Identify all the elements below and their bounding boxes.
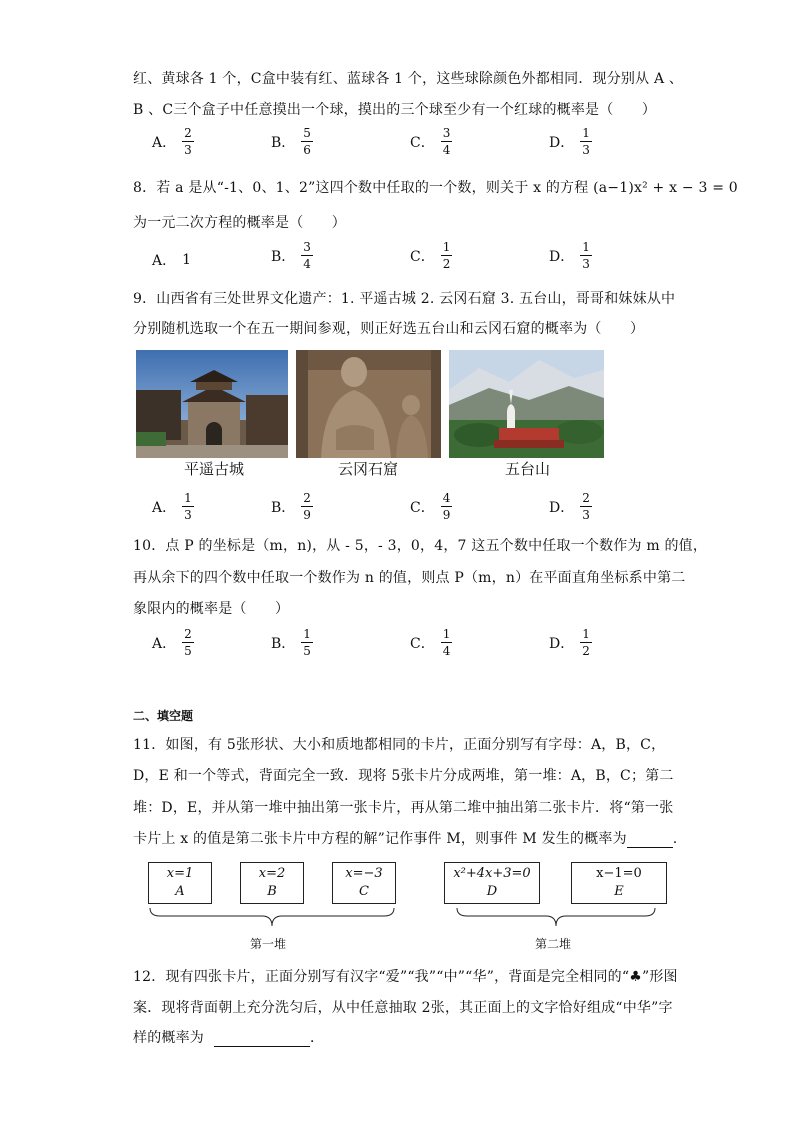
q7-option-a[interactable]: A． $\frac{2}{3}$: [152, 126, 192, 157]
q8-option-a[interactable]: A． 1: [152, 252, 192, 269]
card-d: x²+4x+3=0 D: [444, 862, 540, 904]
q8-option-d[interactable]: D． $\frac{1}{3}$: [549, 240, 590, 271]
q11-text-line2: D，E 和一个等式，背面完全一致．现将 5张卡片分成两堆，第一堆：A，B，C；第二: [133, 768, 674, 784]
fraction: $\frac{1}{3}$: [184, 491, 192, 522]
q10-text-line1: 10．点 P 的坐标是（m，n)，从 - 5，- 3，0，4，7 这五个数中任取一个数作为 m 的值，: [133, 538, 708, 554]
fraction: $\frac{2}{5}$: [184, 627, 192, 658]
yungang-photo: [296, 350, 441, 458]
card-a: x=1 A: [148, 862, 212, 904]
q7-option-b[interactable]: B． $\frac{5}{6}$: [271, 126, 311, 157]
q8-option-c[interactable]: C． $\frac{1}{2}$: [410, 240, 451, 271]
q9-text-line1: 9．山西省有三处世界文化遗产：1. 平遥古城 2. 云冈石窟 3. 五台山，哥哥和妹妹从中: [133, 291, 676, 307]
q9-text-line2: 分别随机选取一个在五一期间参观，则正好选五台山和云冈石窟的概率为（ ）: [133, 321, 645, 337]
section-heading: 二、填空题: [133, 709, 194, 723]
fraction: $\frac{1}{4}$: [442, 627, 451, 658]
fraction: $\frac{1}{3}$: [582, 126, 590, 157]
q10-option-c[interactable]: C． $\frac{1}{4}$: [410, 627, 451, 658]
pile1-label: 第一堆: [250, 937, 287, 951]
q7-option-d[interactable]: D． $\frac{1}{3}$: [549, 126, 590, 157]
pile1-brace: [148, 906, 396, 928]
answer-blank[interactable]: [627, 847, 673, 848]
fraction: $\frac{4}{9}$: [442, 491, 451, 522]
card-b: x=2 B: [240, 862, 304, 904]
q10-text-line2: 再从余下的四个数中任取一个数作为 n 的值，则点 P（m，n）在平面直角坐标系中第二: [133, 570, 686, 586]
q8-text-line2: 为一元二次方程的概率是（ ）: [133, 215, 346, 231]
card-e: x−1=0 E: [571, 862, 667, 904]
wutaishan-caption: 五台山: [505, 460, 551, 478]
q11-text-line3: 堆：D，E，并从第一堆中抽出第一张卡片，再从第二堆中抽出第二张卡片．将“第一张: [133, 800, 674, 816]
q11-text-line1: 11．如图，有 5张形状、大小和质地都相同的卡片，正面分别写有字母：A，B，C，: [133, 737, 666, 753]
fraction: $\frac{3}{4}$: [442, 126, 451, 157]
q8-option-b[interactable]: B． $\frac{3}{4}$: [271, 240, 311, 271]
q9-option-a[interactable]: A． $\frac{1}{3}$: [152, 491, 192, 522]
q8-text-line1: 8．若 a 是从“-1、0、1、2”这四个数中任取的一个数，则关于 x 的方程 (a−1)x² + x − 3 = 0: [133, 180, 738, 196]
fraction: $\frac{5}{6}$: [303, 126, 311, 157]
q7-option-c[interactable]: C． $\frac{3}{4}$: [410, 126, 451, 157]
pile2-brace: [455, 906, 657, 928]
fraction: $\frac{2}{3}$: [184, 126, 192, 157]
pile2-label: 第二堆: [535, 937, 572, 951]
q9-option-d[interactable]: D． $\frac{2}{3}$: [549, 491, 590, 522]
q10-text-line3: 象限内的概率是（ ）: [133, 601, 290, 617]
q9-option-b[interactable]: B． $\frac{2}{9}$: [271, 491, 311, 522]
fraction: $\frac{1}{2}$: [442, 240, 451, 271]
q12-text-line3: 样的概率为 ．: [133, 1030, 325, 1046]
q7-text-line2: B 、C三个盒子中任意摸出一个球，摸出的三个球至少有一个红球的概率是（ ）: [133, 102, 657, 118]
q12-text-line2: 案．现将背面朝上充分洗匀后，从中任意抽取 2张，其正面上的文字恰好组成“中华”字: [133, 1000, 673, 1016]
q11-text-line4: 卡片上 x 的值是第二张卡片中方程的解”记作事件 M，则事件 M 发生的概率为 .: [133, 831, 678, 847]
pingyao-caption: 平遥古城: [184, 460, 245, 478]
q12-text-line1: 12．现有四张卡片，正面分别写有汉字“爱”“我”“中”“华”，背面是完全相同的“♣”形图: [133, 969, 678, 985]
q7-text-line1: 红、黄球各 1 个，C盒中装有红、蓝球各 1 个，这些球除颜色外都相同．现分别从 A 、: [133, 71, 684, 87]
q10-option-d[interactable]: D． $\frac{1}{2}$: [549, 627, 590, 658]
answer-blank[interactable]: [214, 1046, 310, 1047]
fraction: $\frac{2}{3}$: [582, 491, 590, 522]
pingyao-photo: [136, 350, 288, 458]
card-c: x=−3 C: [332, 862, 396, 904]
q10-option-b[interactable]: B． $\frac{1}{5}$: [271, 627, 311, 658]
wutaishan-photo: [449, 350, 604, 458]
yungang-caption: 云冈石窟: [338, 460, 399, 478]
fraction: $\frac{2}{9}$: [303, 491, 311, 522]
q9-option-c[interactable]: C． $\frac{4}{9}$: [410, 491, 451, 522]
fraction: $\frac{3}{4}$: [303, 240, 311, 271]
q10-option-a[interactable]: A． $\frac{2}{5}$: [152, 627, 192, 658]
fraction: $\frac{1}{2}$: [582, 627, 590, 658]
fraction: $\frac{1}{3}$: [582, 240, 590, 271]
fraction: $\frac{1}{5}$: [303, 627, 311, 658]
